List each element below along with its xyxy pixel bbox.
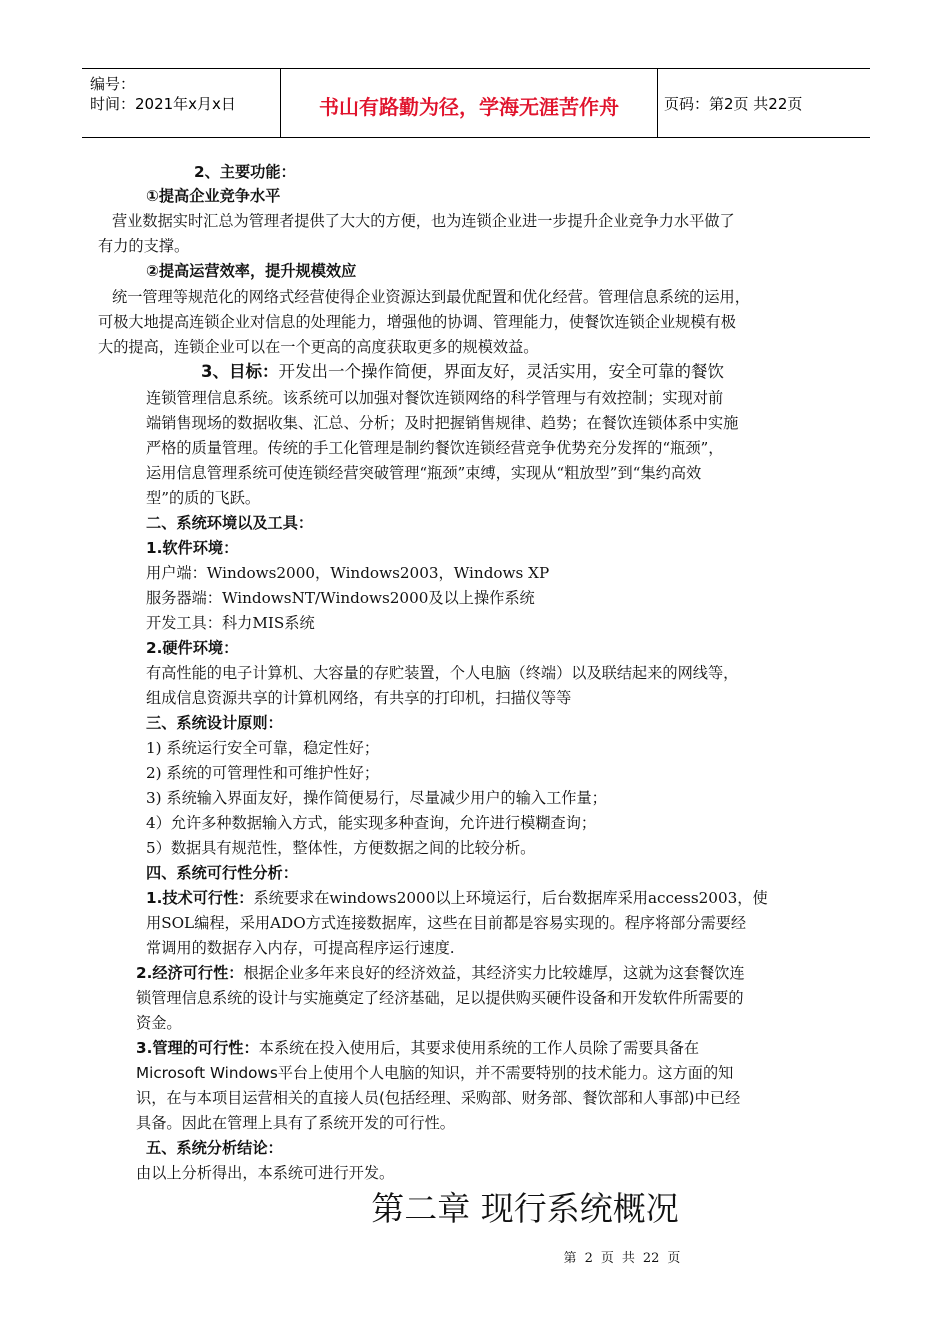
- goal-label: 3、目标：: [201, 362, 279, 381]
- heading-design-principles: 三、系统设计原则：: [146, 714, 283, 732]
- heading-conclusion: 五、系统分析结论：: [146, 1139, 283, 1157]
- paragraph-line: 用SOL编程，采用ADO方式连接数据库，这些在目前都是容易实现的。程序将部分需要经: [146, 914, 747, 932]
- tech-feasibility-label: 1.技术可行性：: [146, 889, 254, 907]
- footer-word: 页: [600, 1251, 614, 1266]
- paragraph-line: 严格的质量管理。传统的手工化管理是制约餐饮连锁经营竞争优势充分发挥的“瓶颈”，: [146, 439, 724, 457]
- paragraph-line: 可极大地提高连锁企业对信息的处理能力，增强他的协调、管理能力，使餐饮连锁企业规模有极: [98, 313, 736, 331]
- paragraph-line: 具备。因此在管理上具有了系统开发的可行性。: [136, 1114, 455, 1132]
- header-motto: 书山有路勤为径，学海无涯苦作舟: [319, 95, 619, 119]
- header-left-cell: [82, 69, 281, 137]
- paragraph-line: 统一管理等规范化的网络式经营使得企业资源达到最优配置和优化经营。管理信息系统的运用，: [112, 288, 750, 306]
- list-item: 2) 系统的可管理性和可维护性好；: [146, 764, 380, 782]
- subheading-efficiency: ②提高运营效率，提升规模效应: [146, 262, 357, 280]
- doc-number-label: 编号：: [90, 75, 136, 93]
- tech-feasibility-line: [146, 888, 768, 908]
- econ-feasibility-text: 根据企业多年来良好的经济效益，其经济实力比较雄厚，这就为这套餐饮连: [243, 964, 745, 982]
- paragraph-line: 常调用的数据存入内存，可提高程序运行速度.: [146, 939, 455, 957]
- paragraph-line: 用户端：Windows2000，Windows2003，Windows XP: [146, 564, 550, 582]
- footer-current-page: 2: [584, 1251, 593, 1266]
- footer-word: 页: [667, 1251, 681, 1266]
- heading-environment: 二、系统环境以及工具：: [146, 514, 314, 532]
- paragraph-line: 由以上分析得出，本系统可进行开发。: [136, 1164, 395, 1182]
- subheading-software: 1.软件环境：: [146, 539, 239, 557]
- paragraph-line: 有高性能的电子计算机、大容量的存贮装置，个人电脑（终端）以及联结起来的网线等，: [146, 664, 739, 682]
- footer-word: 第: [563, 1251, 577, 1266]
- list-item: 3) 系统输入界面友好，操作简便易行，尽量减少用户的输入工作量；: [146, 789, 607, 807]
- footer-word: 共: [621, 1251, 635, 1266]
- paragraph-line: 资金。: [136, 1014, 182, 1032]
- header-page-label: 页码：第2页 共22页: [664, 95, 803, 113]
- paragraph-line: 大的提高，连锁企业可以在一个更高的高度获取更多的规模效益。: [98, 338, 539, 356]
- list-item: 4）允许多种数据输入方式，能实现多种查询，允许进行模糊查询；: [146, 814, 597, 832]
- econ-feasibility-line: [136, 963, 745, 983]
- mgmt-feasibility-text: 本系统在投入使用后，其要求使用系统的工作人员除了需要具备在: [258, 1039, 700, 1057]
- paragraph-line: 开发工具：科力MIS系统: [146, 614, 315, 632]
- paragraph-line: 有力的支撑。: [98, 237, 190, 255]
- list-item: 5）数据具有规范性，整体性，方便数据之间的比较分析。: [146, 839, 536, 857]
- paragraph-line: 型”的质的飞跃。: [146, 489, 261, 507]
- page-footer: [0, 1247, 950, 1266]
- page-header: [82, 68, 870, 138]
- paragraph-line: 组成信息资源共享的计算机网络，有共享的打印机，扫描仪等等: [146, 689, 572, 707]
- paragraph-line: Microsoft Windows平台上使用个人电脑的知识，并不需要特别的技术能力。这方面的知: [136, 1064, 734, 1082]
- tech-feasibility-text: 系统要求在windows2000以上环境运行，后台数据库采用access2003，使: [253, 889, 768, 907]
- paragraph-line: 连锁管理信息系统。该系统可以加强对餐饮连锁网络的科学管理与有效控制；实现对前: [146, 389, 724, 407]
- goal-text: 开发出一个操作简便，界面友好，灵活实用，安全可靠的餐饮: [278, 362, 724, 381]
- paragraph-line: 识，在与本项目运营相关的直接人员(包括经理、采购部、财务部、餐饮部和人事部)中已经: [136, 1089, 741, 1107]
- subheading-competitiveness: ①提高企业竞争水平: [146, 187, 281, 205]
- doc-date-label: 时间：2021年x月x日: [90, 95, 236, 113]
- paragraph-line: 服务器端：WindowsNT/Windows2000及以上操作系统: [146, 589, 535, 607]
- list-item: 1) 系统运行安全可靠，稳定性好；: [146, 739, 380, 757]
- subheading-hardware: 2.硬件环境：: [146, 639, 239, 657]
- paragraph-line: 营业数据实时汇总为管理者提供了大大的方便，也为连锁企业进一步提升企业竞争力水平做了: [112, 212, 735, 230]
- header-right-cell: [658, 69, 870, 137]
- paragraph-line: 运用信息管理系统可使连锁经营突破管理“瓶颈”束缚，实现从“粗放型”到“集约高效: [146, 464, 702, 482]
- paragraph-line: 锁管理信息系统的设计与实施奠定了经济基础，足以提供购买硬件设备和开发软件所需要的: [136, 989, 744, 1007]
- mgmt-feasibility-line: [136, 1038, 699, 1058]
- heading-main-functions: 2、主要功能：: [194, 163, 296, 181]
- heading-feasibility: 四、系统可行性分析：: [146, 864, 298, 882]
- paragraph-line: 端销售现场的数据收集、汇总、分析；及时把握销售规律、趋势；在餐饮连锁体系中实施: [146, 414, 739, 432]
- mgmt-feasibility-label: 3.管理的可行性：: [136, 1039, 259, 1057]
- goal-line: [201, 362, 724, 382]
- header-center-cell: [281, 69, 658, 137]
- footer-total-pages: 22: [642, 1251, 660, 1266]
- chapter-title: 第二章 现行系统概况: [371, 1189, 679, 1228]
- econ-feasibility-label: 2.经济可行性：: [136, 964, 244, 982]
